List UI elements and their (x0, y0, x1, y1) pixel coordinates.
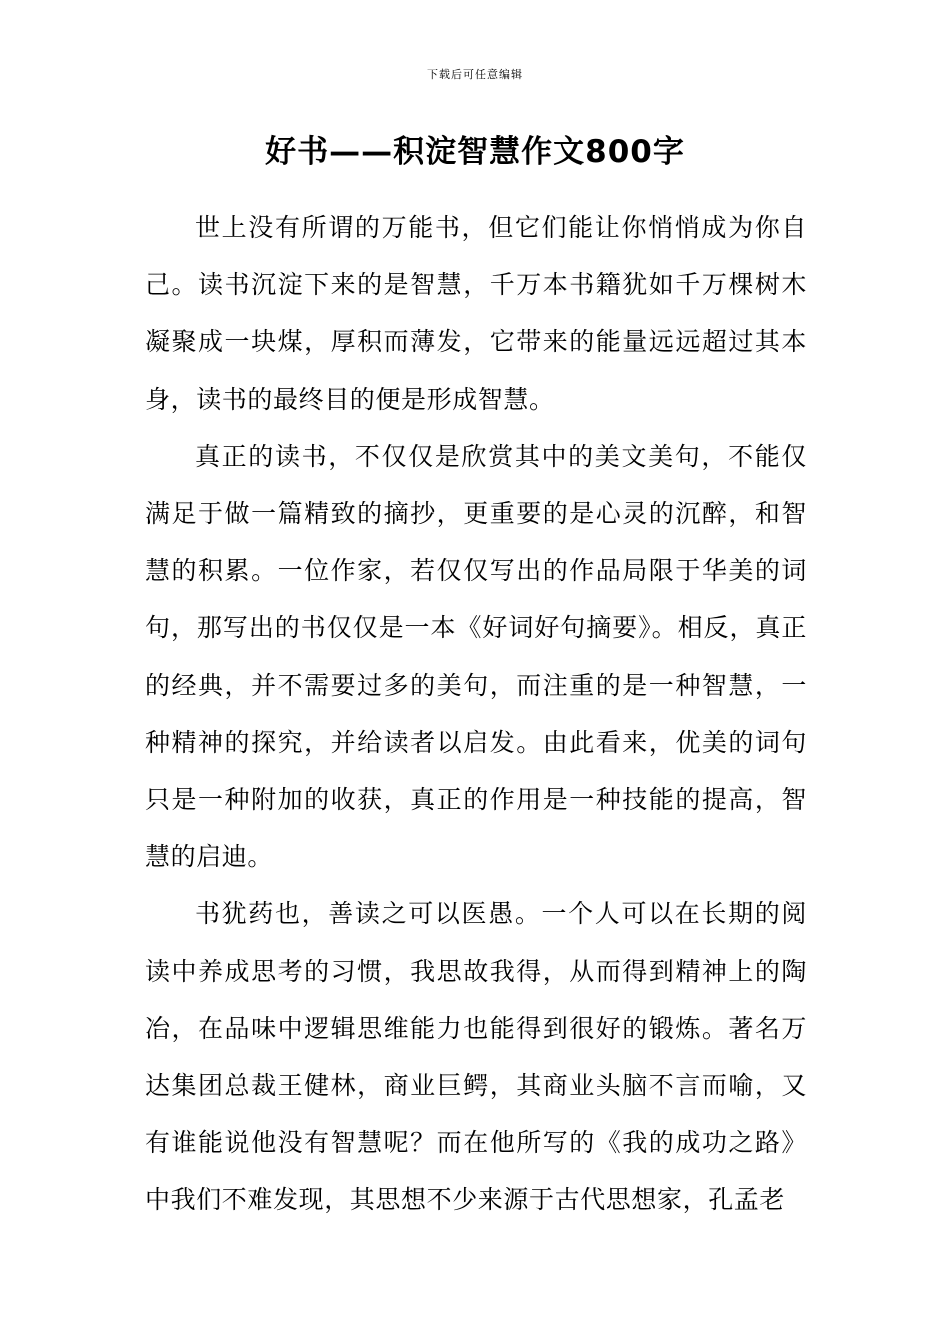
paragraph: 真正的读书，不仅仅是欣赏其中的美文美句，不能仅满足于做一篇精致的摘抄，更重要的是心灵的沉醉，和智慧的积累。一位作家，若仅仅写出的作品局限于华美的词句，那写出的书仅仅是一本《好词好句摘要》。相反，真正的经典，并不需要过多的美句，而注重的是一种智慧，一种精神的探究，并给读者以启发。由此看来，优美的词句只是一种附加的收获，真正的作用是一种技能的提高，智慧的启迪。 (145, 441, 807, 872)
paragraph: 世上没有所谓的万能书，但它们能让你悄悄成为你自己。读书沉淀下来的是智慧，千万本书籍犹如千万棵树木凝聚成一块煤，厚积而薄发，它带来的能量远远超过其本身，读书的最终目的便是形成智慧。 (145, 213, 807, 414)
article-body (145, 199, 807, 1229)
page-title: 好书——积淀智慧作文800字 (265, 134, 685, 170)
header-note: 下载后可任意编辑 (427, 68, 523, 81)
paragraph: 书犹药也，善读之可以医愚。一个人可以在长期的阅读中养成思考的习惯，我思故我得，从而得到精神上的陶冶，在品味中逻辑思维能力也能得到很好的锻炼。著名万达集团总裁王健林，商业巨鳄，其商业头脑不言而喻，又有谁能说他没有智慧呢？而在他所写的《我的成功之路》中我们不难发现，其思想不少来源于古代思想家，孔孟老 (145, 899, 807, 1215)
